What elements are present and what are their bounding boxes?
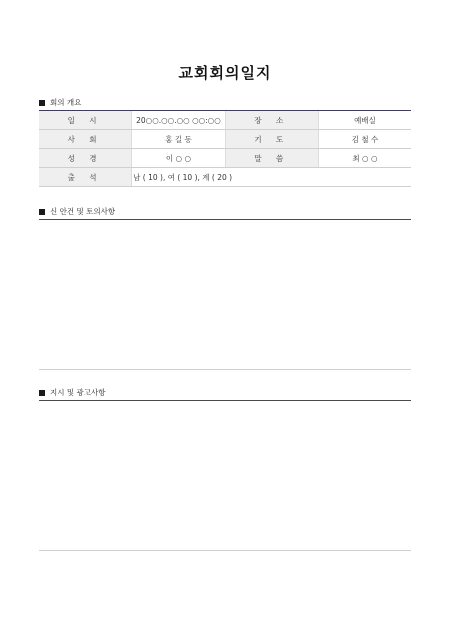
sermon-label: 말 씀	[225, 149, 318, 168]
date-label: 일 시	[39, 111, 132, 130]
overview-heading	[39, 97, 81, 108]
notices-top-rule	[39, 400, 411, 401]
place-label: 장 소	[225, 111, 318, 130]
table-row	[39, 168, 411, 187]
bullet-square-icon	[39, 209, 45, 215]
table-row	[39, 149, 411, 168]
overview-heading-label: 회의 개요	[50, 98, 82, 107]
notices-content-area[interactable]	[39, 402, 411, 549]
overview-table	[39, 110, 411, 187]
notices-heading-label: 지시 및 광고사항	[50, 388, 106, 397]
agenda-top-rule	[39, 219, 411, 220]
bullet-square-icon	[39, 390, 45, 396]
scripture-value: 이 ○ ○	[132, 149, 226, 168]
agenda-heading-label: 신 안건 및 토의사항	[50, 207, 116, 216]
date-value: 20○○.○○.○○ ○○:○○	[132, 111, 226, 130]
host-label: 사 회	[39, 130, 132, 149]
notices-heading	[39, 387, 105, 398]
notices-bottom-rule	[39, 550, 411, 551]
agenda-content-area[interactable]	[39, 221, 411, 368]
host-value: 홍 길 동	[132, 130, 226, 149]
bullet-square-icon	[39, 100, 45, 106]
page-title: 교회회의일지	[178, 64, 272, 82]
attendance-value: 남 ( 10 ), 여 ( 10 ), 계 ( 20 )	[132, 168, 411, 187]
table-row	[39, 130, 411, 149]
table-row	[39, 111, 411, 130]
place-value: 예배실	[318, 111, 411, 130]
agenda-heading	[39, 206, 115, 217]
prayer-label: 기 도	[225, 130, 318, 149]
attendance-label: 출 석	[39, 168, 132, 187]
scripture-label: 성 경	[39, 149, 132, 168]
prayer-value: 김 철 수	[318, 130, 411, 149]
sermon-value: 최 ○ ○	[318, 149, 411, 168]
agenda-bottom-rule	[39, 369, 411, 370]
